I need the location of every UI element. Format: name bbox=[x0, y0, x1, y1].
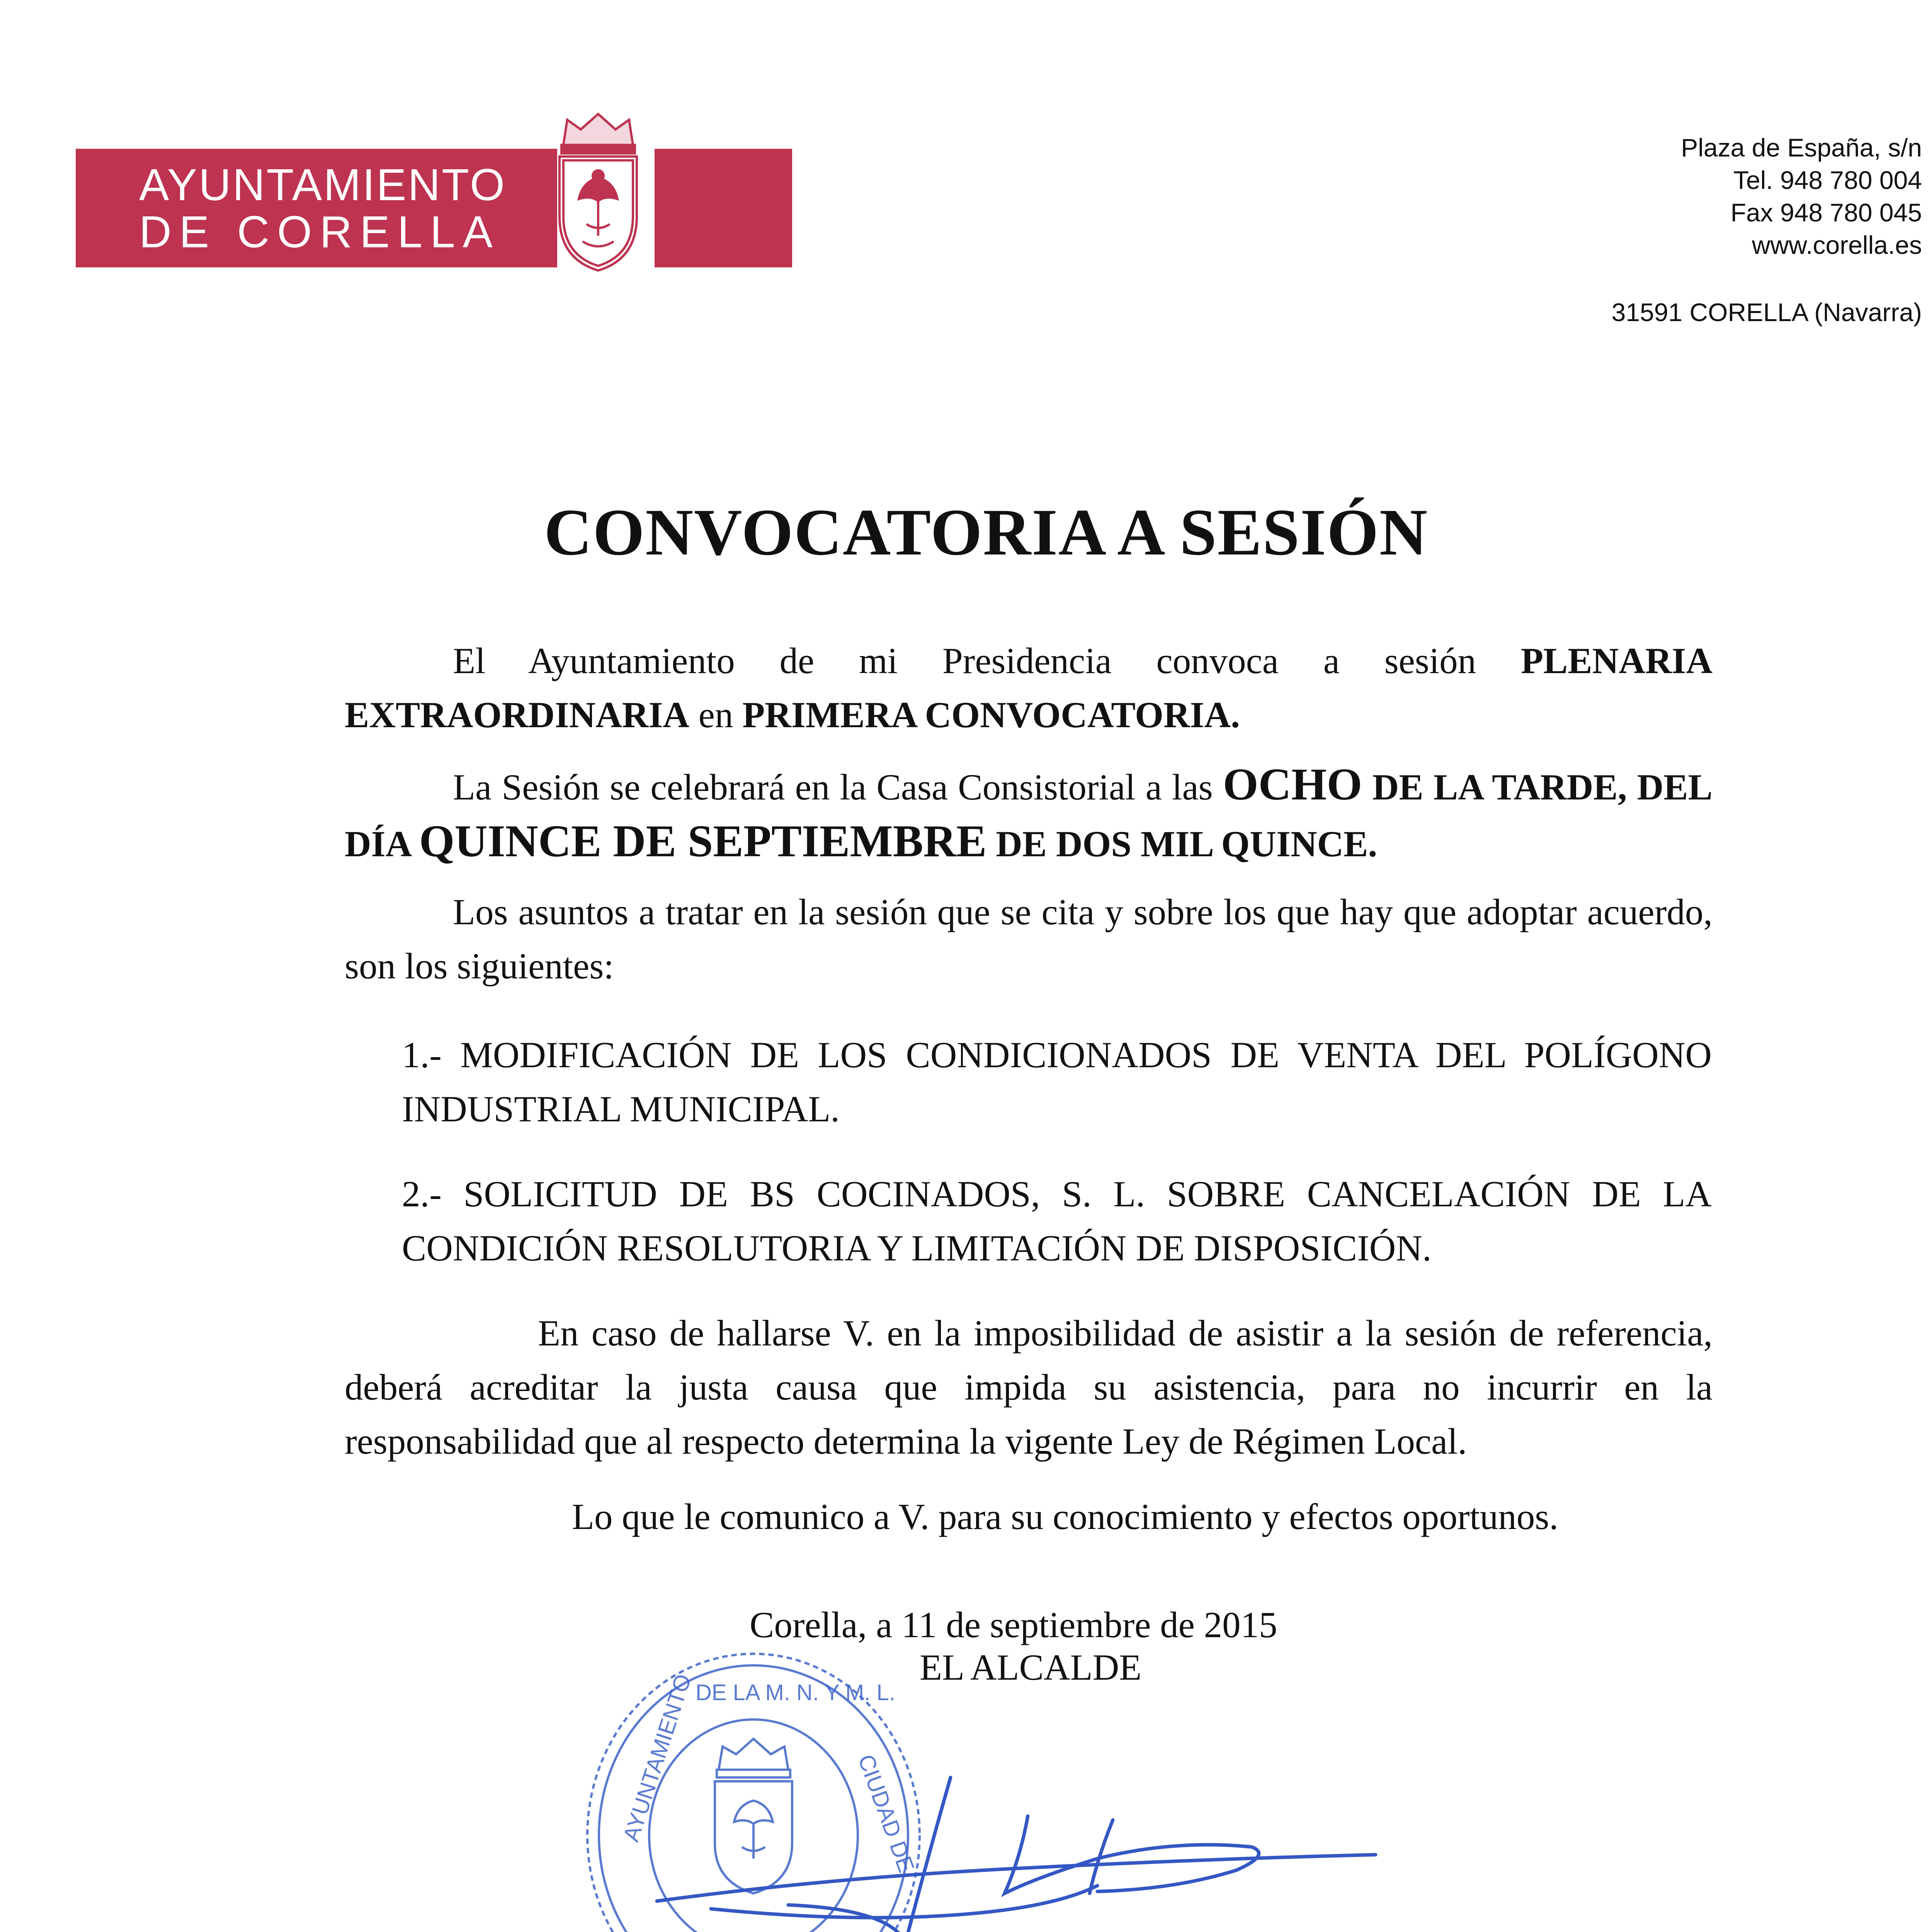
postal-address: 31591 CORELLA (Navarra) bbox=[1611, 298, 1922, 327]
contact-address: Plaza de España, s/n bbox=[1681, 133, 1922, 162]
org-name-line1: AYUNTAMIENTO bbox=[139, 160, 507, 210]
p1-text-c: en bbox=[689, 694, 743, 735]
agenda-item: 2.- SOLICITUD DE BS COCINADOS, S. L. SOBRE CANCELACIÓN DE LA CONDICIÓN RESOLUTORIA Y LIMITACIÓN DE DISPOSICIÓN. bbox=[402, 1173, 1712, 1269]
p2-text-a: La Sesión se celebrará en la Casa Consistorial a las bbox=[453, 767, 1223, 808]
closing-line: Lo que le comunico a V. para su conocimiento y efectos oportunos. bbox=[572, 1496, 1558, 1537]
agenda-item: 1.- MODIFICACIÓN DE LOS CONDICIONADOS DE VENTA DEL POLÍGONO INDUSTRIAL MUNICIPAL. bbox=[402, 1034, 1712, 1129]
p1-text-a: El Ayuntamiento de mi Presidencia convoca a sesión bbox=[453, 640, 1521, 681]
p1-convocation: PRIMERA CONVOCATORIA. bbox=[742, 694, 1240, 735]
signer-title: EL ALCALDE bbox=[920, 1647, 1142, 1688]
contact-website: www.corella.es bbox=[1752, 231, 1922, 259]
svg-text:DE LA M. N. Y M. L.: DE LA M. N. Y M. L. bbox=[696, 1680, 895, 1705]
letterhead-band-right bbox=[655, 149, 792, 267]
p2-text-c: DE LA TARDE, DEL DÍA bbox=[345, 767, 1713, 864]
contact-fax: Fax 948 780 045 bbox=[1730, 198, 1922, 227]
p2-hour: OCHO bbox=[1223, 759, 1362, 810]
p2-date: QUINCE DE SEPTIEMBRE bbox=[419, 816, 987, 866]
paragraph-agenda-intro: Los asuntos a tratar en la sesión que se cita y sobre los que hay que adoptar acuerdo, son los siguientes: bbox=[345, 891, 1713, 986]
paragraph-time-place bbox=[345, 757, 1713, 871]
p1-session-type: PLENARIA EXTRAORDINARIA bbox=[345, 640, 1713, 735]
document-title: CONVOCATORIA A SESIÓN bbox=[544, 496, 1428, 569]
place-date: Corella, a 11 de septiembre de 2015 bbox=[750, 1604, 1277, 1645]
contact-phone: Tel. 948 780 004 bbox=[1733, 166, 1922, 194]
svg-text:AYUNTAMIENTO: AYUNTAMIENTO bbox=[618, 1671, 696, 1845]
organization-name bbox=[139, 162, 556, 256]
contact-block bbox=[1681, 131, 1922, 261]
coat-of-arms-icon bbox=[540, 108, 656, 274]
p2-year: DE DOS MIL QUINCE. bbox=[986, 823, 1378, 864]
paragraph-absence-notice: En caso de hallarse V. en la imposibilidad de asistir a la sesión de referencia, deberá acreditar la justa causa que impida su asistencia, para no incurrir en la responsabilidad que al respecto determina la vigente Ley de Régimen Local. bbox=[345, 1313, 1713, 1462]
paragraph-convocation bbox=[345, 634, 1713, 742]
org-name-line2: DE CORELLA bbox=[139, 206, 500, 257]
signature bbox=[634, 1762, 1387, 1932]
svg-text:CIUDAD DE: CIUDAD DE bbox=[853, 1751, 919, 1876]
